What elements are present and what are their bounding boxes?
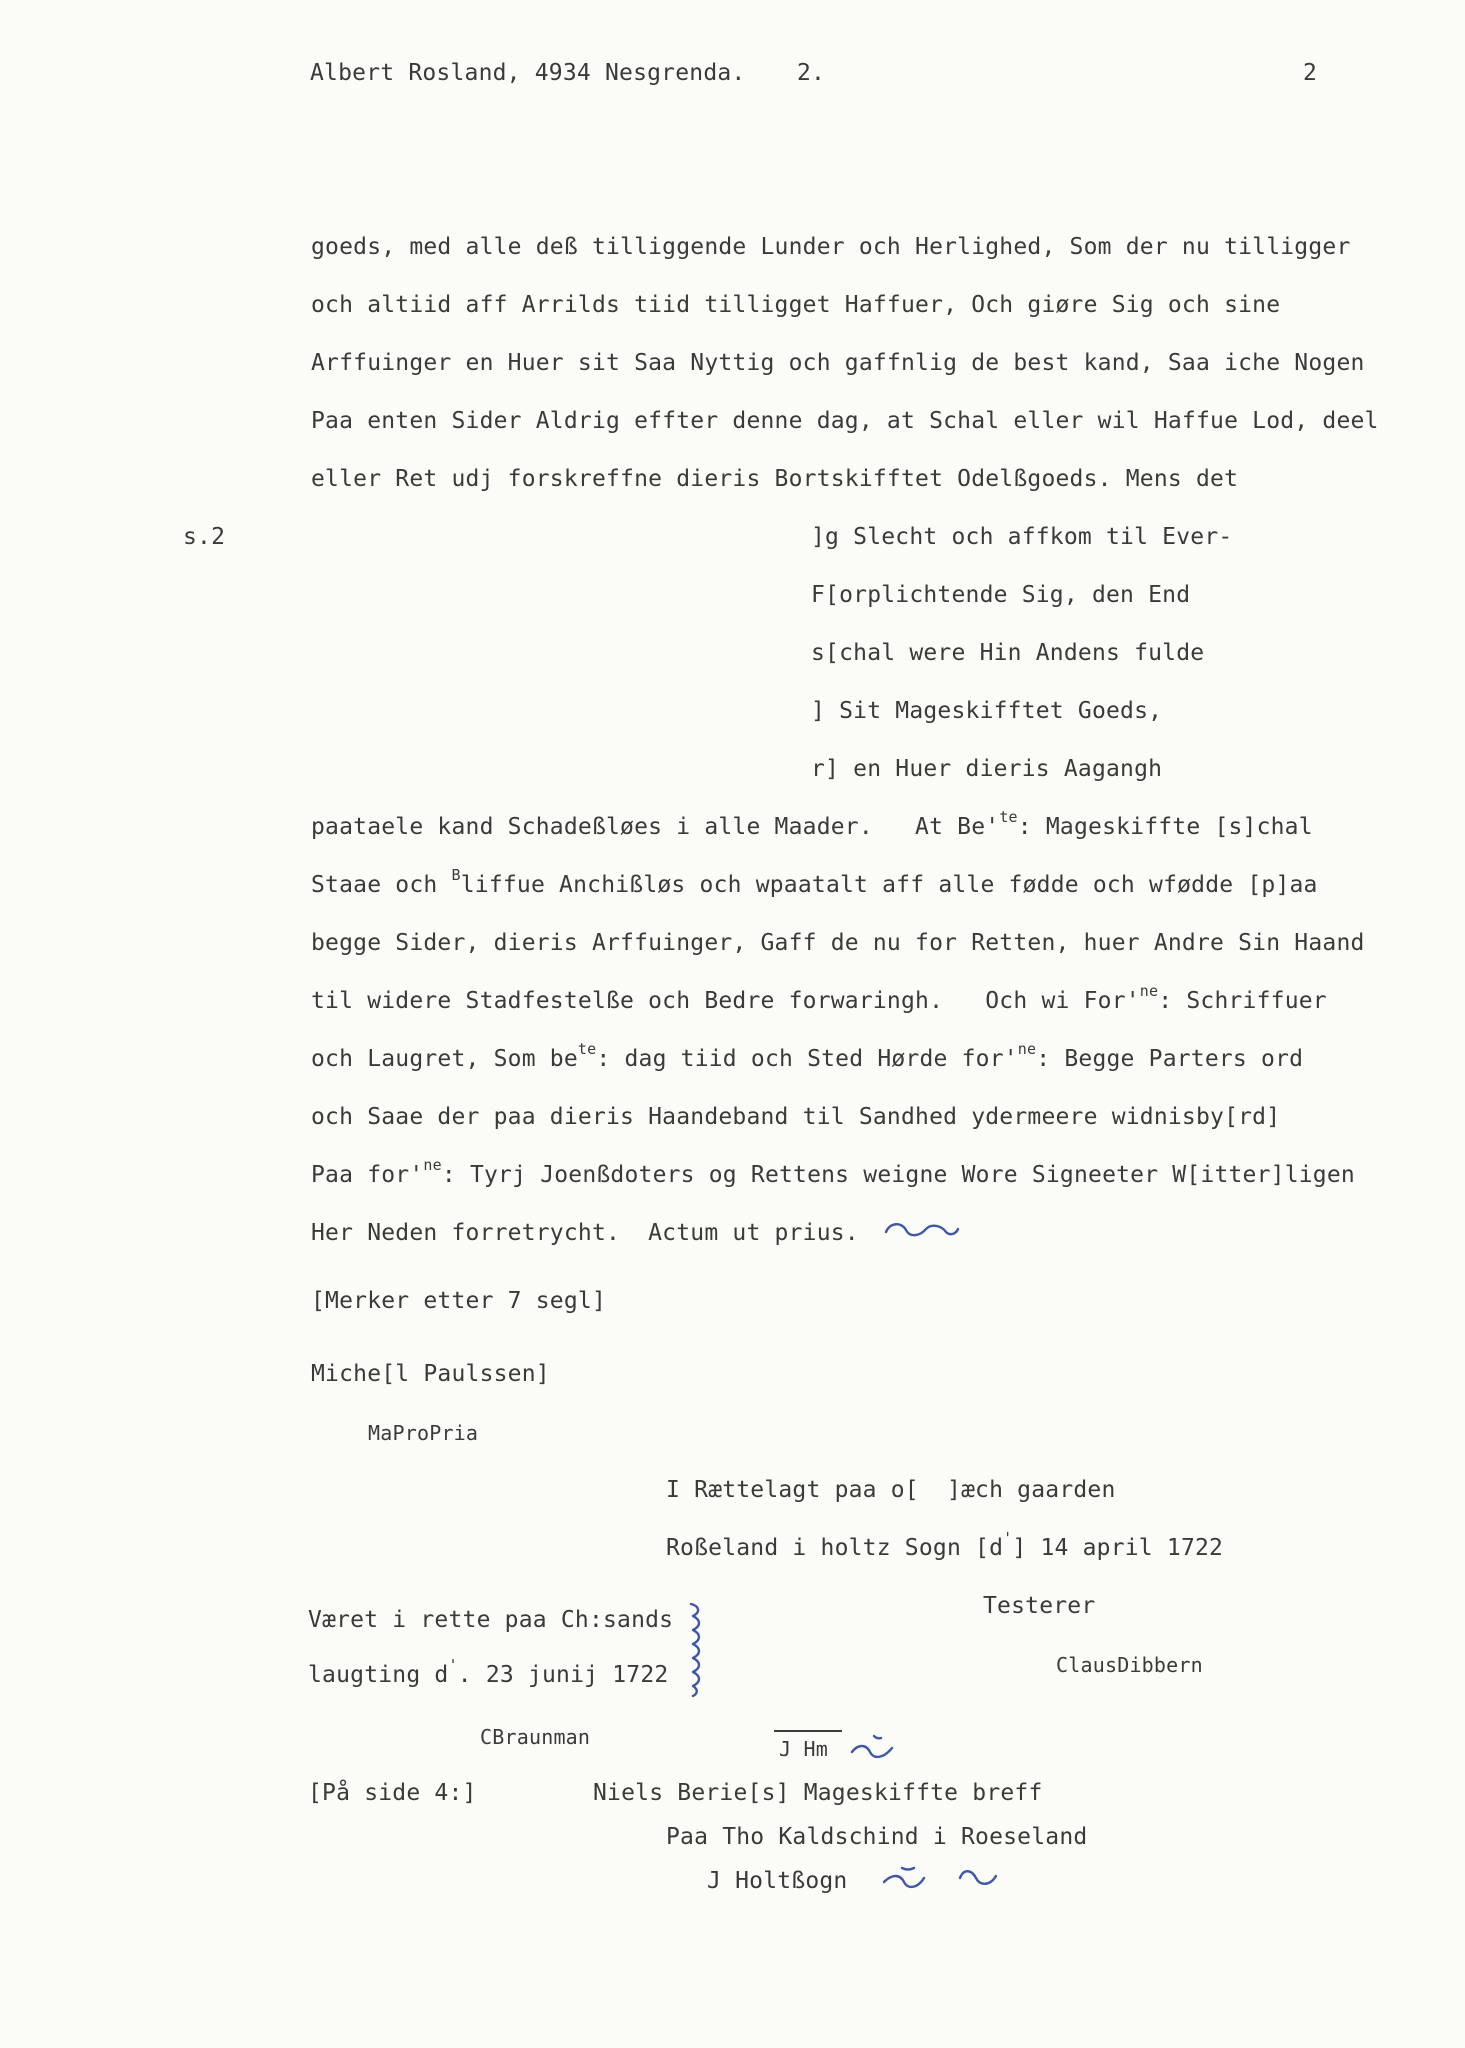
margin-note: s.2: [183, 524, 226, 550]
para2-line-6: och Saae der paa dieris Haandeband til Sandhed ydermeere widnisby[rd]: [311, 1104, 1281, 1130]
seals-note: [Merker etter 7 segl]: [311, 1288, 606, 1314]
para2-line-1: paataele kand Schadeßløes i alle Maader. At $Be'^{te}$: Mageskiffte [s]chal: [311, 808, 1313, 840]
testerer-label: Testerer: [983, 1593, 1096, 1619]
body-line-1: goeds, med alle deß tilliggende Lunder och Herlighed, Som der nu tilligger: [311, 234, 1351, 260]
blue-brace-icon: [683, 1600, 713, 1700]
fragment-line-1: ]g Slecht och affkom til Ever-: [811, 524, 1233, 550]
body-line-5: eller Ret udj forskreffne dieris Bortskifftet Odelßgoeds. Mens det: [311, 466, 1239, 492]
niels-title: Niels Berie[s] Mageskiffte breff: [593, 1780, 1043, 1806]
para2-line-5: och Laugret, Som $be^{te}$: dag tiid och Sted Hørde $for'^{ne}$: Begge Parters ord: [311, 1040, 1304, 1072]
braunman-signature: CBraunman: [480, 1725, 591, 1749]
vaeret-line-2: laugting d'. 23 junij 1722: [308, 1656, 669, 1688]
recorded-line-2: Roßeland i holtz Sogn [d'] 14 april 1722: [666, 1529, 1224, 1561]
body-line-4: Paa enten Sider Aldrig effter denne dag, at Schal eller wil Haffue Lod, deel: [311, 408, 1379, 434]
recorded-line-1: I Rættelagt paa o[ ]æch gaarden: [666, 1477, 1116, 1503]
page-number: 2: [1303, 60, 1318, 86]
fragment-line-2: F[orplichtende Sig, den End: [811, 582, 1191, 608]
para2-line-3: begge Sider, dieris Arffuinger, Gaff de nu for Retten, huer Andre Sin Haand: [311, 930, 1365, 956]
para2-line-7: Paa $for'^{ne}$: Tyrj Joenßdoters og Rettens weigne Wore Signeeter W[itter]ligen: [311, 1156, 1355, 1188]
header-section: 2.: [797, 60, 826, 86]
jhm-overline-icon: [772, 1728, 844, 1736]
header-title: Albert Rosland, 4934 Nesgrenda.: [310, 60, 746, 86]
para2-line-8: Her Neden forretrycht. Actum ut prius.: [311, 1220, 859, 1246]
fragment-line-4: ] Sit Mageskifftet Goeds,: [811, 698, 1163, 724]
page-side-note: [På side 4:]: [308, 1780, 477, 1806]
vaeret-line-1: Været i rette paa Ch:sands: [308, 1607, 674, 1633]
end-flourish-icon: [880, 1214, 960, 1244]
closing-flourish-icon: [880, 1860, 1010, 1894]
claus-dibbern-signature: ClausDibbern: [1056, 1653, 1203, 1677]
fragment-line-5: r] en Huer dieris Aagangh: [811, 756, 1163, 782]
para2-line-4: til widere Stadfestelße och Bedre forwaringh. Och wi $For'^{ne}$: Schriffuer: [311, 982, 1327, 1014]
body-line-3: Arffuinger en Huer sit Saa Nyttig och gaffnlig de best kand, Saa iche Nogen: [311, 350, 1365, 376]
para2-line-2: Staae och $^B$liffue Anchißløs och wpaatalt aff alle fødde och wfødde [p]aa: [311, 866, 1318, 898]
fragment-line-3: s[chal were Hin Andens fulde: [811, 640, 1205, 666]
signer-name: Miche[l Paulssen]: [311, 1361, 550, 1387]
jhm-signature: J Hm: [779, 1737, 828, 1761]
body-line-2: och altiid aff Arrilds tiid tilligget Haffuer, Och giøre Sig och sine: [311, 292, 1281, 318]
paa-tho-line: Paa Tho Kaldschind i Roeseland: [666, 1824, 1088, 1850]
holtsogn-line: J Holtßogn: [707, 1868, 848, 1894]
mapropria-note: MaProPria: [368, 1421, 479, 1445]
jhm-flourish-icon: [848, 1730, 898, 1764]
